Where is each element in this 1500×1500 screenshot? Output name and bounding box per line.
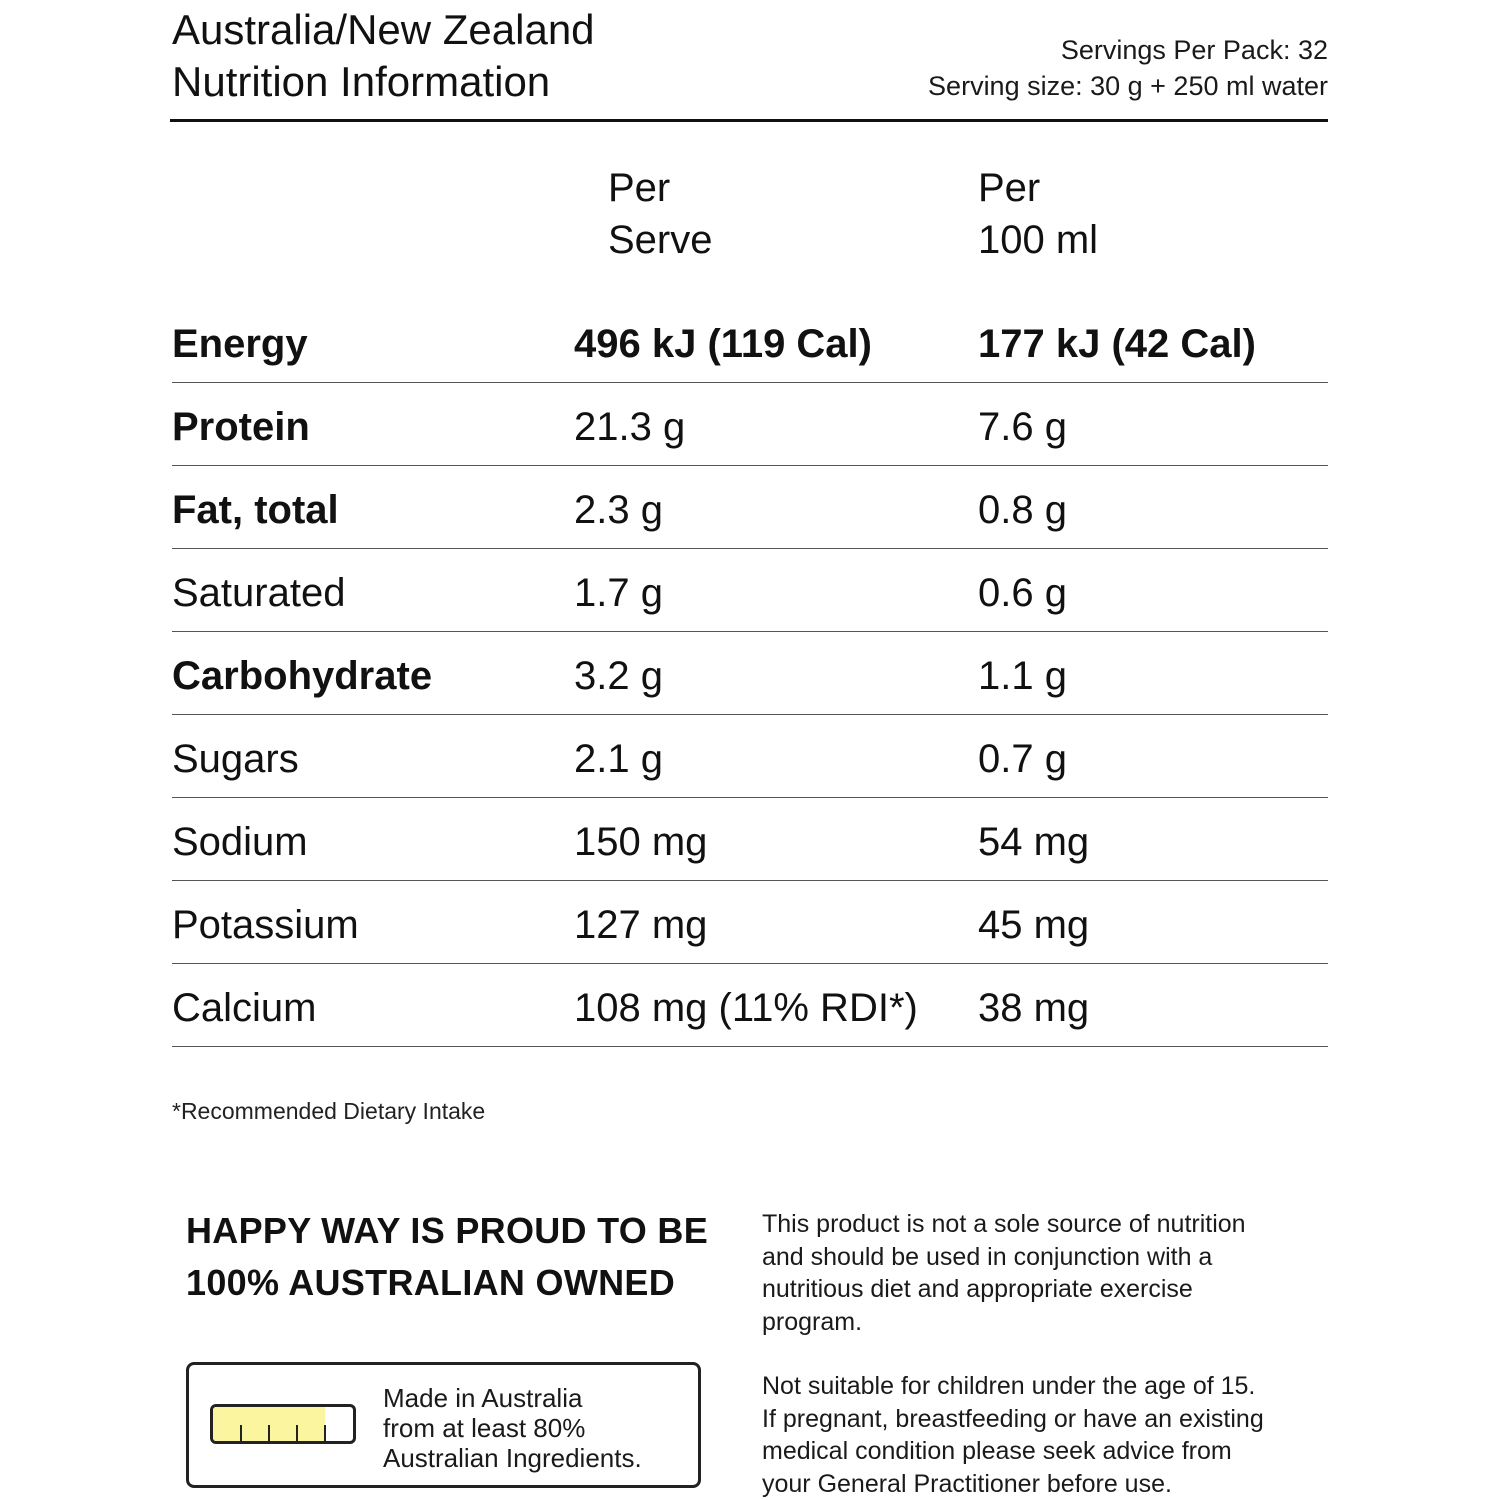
nutrition-table	[172, 300, 1328, 1047]
disclaimer-nutrition-source: This product is not a sole source of nutrition and should be used in conjunction with a nutritious diet and appropriate exercise program.	[762, 1210, 1246, 1336]
value-per-100ml: 0.6 g	[978, 571, 1067, 615]
table-row-protein	[172, 383, 1328, 466]
value-per-100ml: 1.1 g	[978, 654, 1067, 698]
nutrient-name: Sodium	[172, 820, 308, 864]
table-row-sugars	[172, 715, 1328, 798]
header-divider	[170, 119, 1328, 122]
nutrient-name: Potassium	[172, 903, 359, 947]
meter-tick	[324, 1425, 326, 1441]
rdi-footnote: *Recommended Dietary Intake	[172, 1098, 486, 1124]
table-row-energy	[172, 300, 1328, 383]
australian-ingredients-meter-icon	[210, 1404, 356, 1444]
value-per-serve: 127 mg	[574, 903, 708, 947]
value-per-serve: 496 kJ (119 Cal)	[574, 322, 872, 366]
panel-title	[172, 4, 595, 108]
value-per-serve: 150 mg	[574, 820, 708, 864]
meter-tick	[240, 1425, 242, 1441]
serving-info	[928, 32, 1328, 104]
column-header-per-100ml: Per 100 ml	[978, 166, 1099, 262]
value-per-serve: 1.7 g	[574, 571, 663, 615]
serving-size: Serving size: 30 g + 250 ml water	[928, 71, 1328, 101]
value-per-serve: 2.1 g	[574, 737, 663, 781]
nutrient-name: Fat, total	[172, 488, 339, 532]
ownership-statement: HAPPY WAY IS PROUD TO BE 100% AUSTRALIAN OWNED	[186, 1210, 709, 1303]
table-row-saturated	[172, 549, 1328, 632]
value-per-100ml: 54 mg	[978, 820, 1090, 864]
title-line-2: Nutrition Information	[172, 58, 551, 105]
value-per-serve: 21.3 g	[574, 405, 686, 449]
value-per-serve: 3.2 g	[574, 654, 663, 698]
table-row-potassium	[172, 881, 1328, 964]
servings-per-pack: Servings Per Pack: 32	[1060, 35, 1328, 65]
badge-text: Made in Australia from at least 80% Australian Ingredients.	[383, 1383, 642, 1473]
title-line-1: Australia/New Zealand	[172, 6, 595, 53]
table-row-carbohydrate	[172, 632, 1328, 715]
value-per-100ml: 38 mg	[978, 986, 1090, 1030]
meter-tick	[268, 1425, 270, 1441]
nutrient-name: Calcium	[172, 986, 317, 1030]
value-per-100ml: 0.7 g	[978, 737, 1067, 781]
nutrient-name: Sugars	[172, 737, 299, 781]
value-per-100ml: 0.8 g	[978, 488, 1067, 532]
nutrient-name: Saturated	[172, 571, 346, 615]
meter-tick	[296, 1425, 298, 1441]
column-header-per-serve: Per Serve	[608, 166, 713, 262]
made-in-australia-badge	[186, 1362, 701, 1488]
disclaimer-suitability: Not suitable for children under the age of 15. If pregnant, breastfeeding or have an existing medical condition please seek advice from your General Practitioner before use.	[762, 1372, 1264, 1498]
table-row-calcium	[172, 964, 1328, 1047]
value-per-100ml: 177 kJ (42 Cal)	[978, 322, 1256, 366]
value-per-100ml: 7.6 g	[978, 405, 1067, 449]
value-per-serve: 108 mg (11% RDI*)	[574, 986, 918, 1030]
value-per-serve: 2.3 g	[574, 488, 663, 532]
value-per-100ml: 45 mg	[978, 903, 1090, 947]
table-row-fat-total	[172, 466, 1328, 549]
nutrient-name: Protein	[172, 405, 310, 449]
nutrient-name: Energy	[172, 322, 308, 366]
table-row-sodium	[172, 798, 1328, 881]
nutrient-name: Carbohydrate	[172, 654, 433, 698]
